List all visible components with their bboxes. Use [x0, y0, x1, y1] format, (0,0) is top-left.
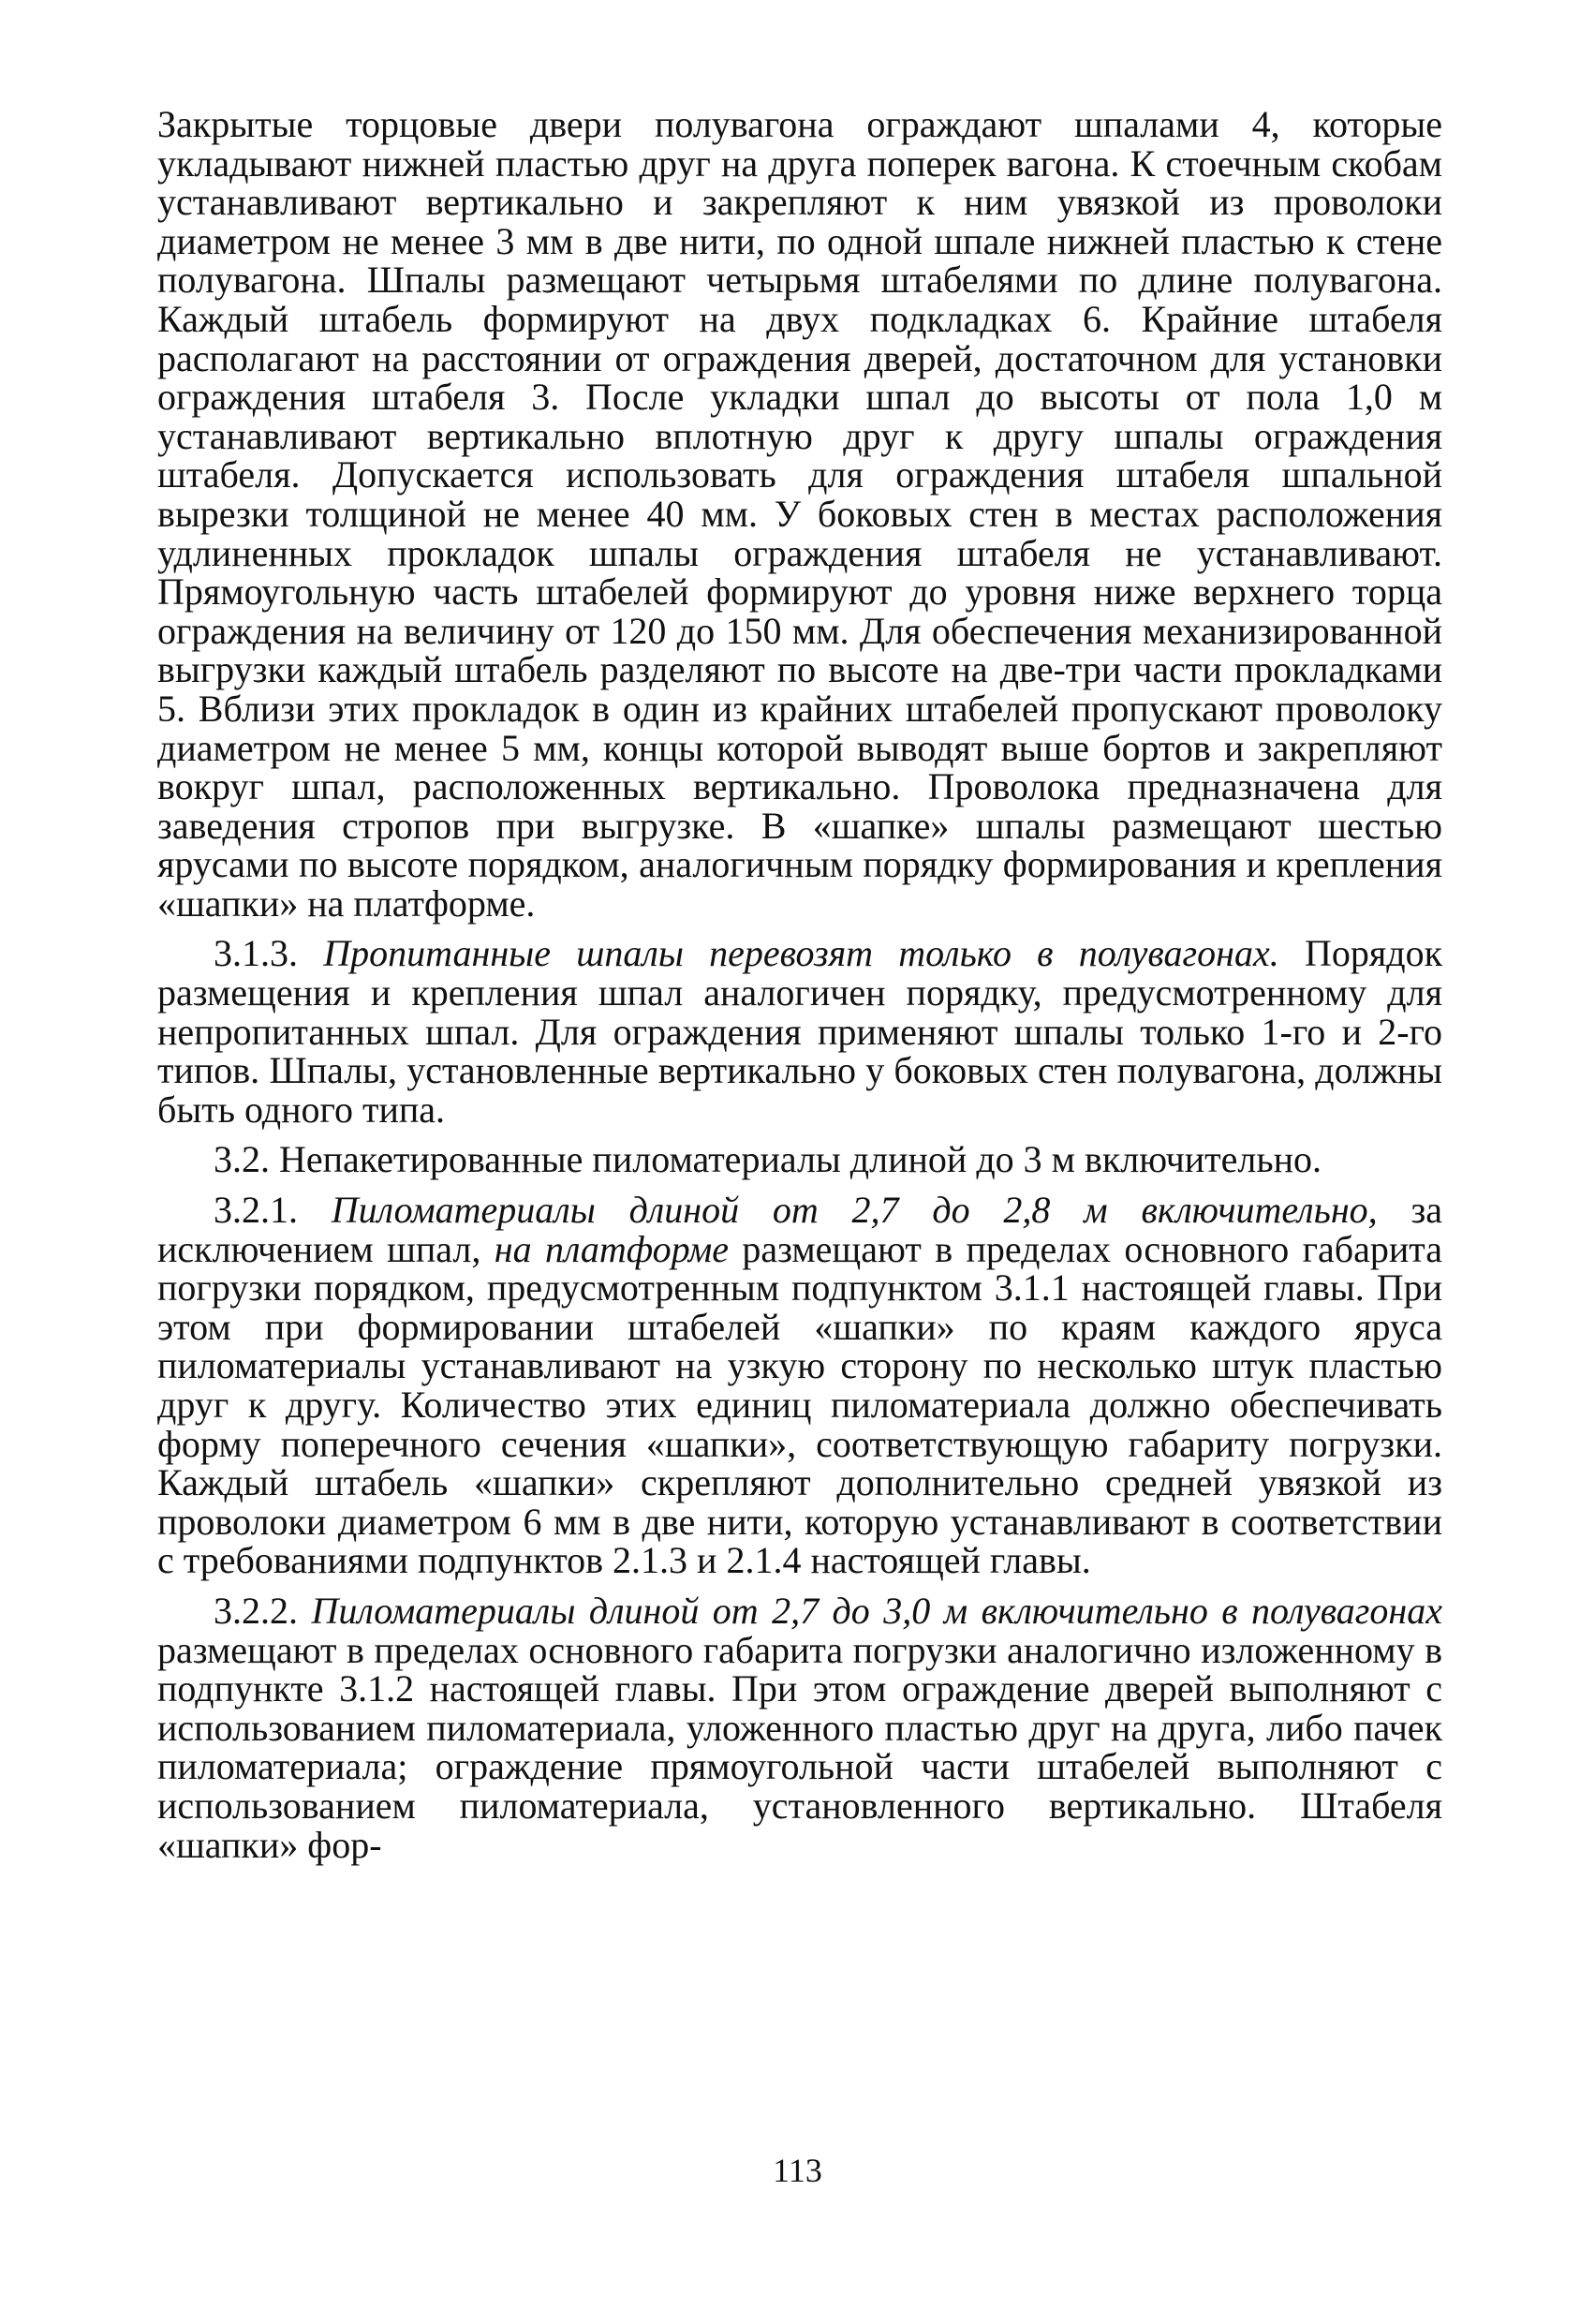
italic-lead: Пропитанные шпалы перевозят только в полувагонах.: [323, 932, 1279, 975]
section-number: 3.2.1.: [214, 1189, 298, 1232]
paragraph-text: 3.2. Непакетированные пиломатериалы длиной до 3 м включительно.: [214, 1138, 1322, 1181]
paragraph-text: размещают в пределах основного габарита погрузки аналогично изложенному в подпункте 3.1.2 настоящей главы. При этом ограждение дверей выполняют с использованием пиломатериала, уложенного пластью друг на друга, либо пачек пиломатериала; ограждение прямоугольной части штабелей выполняют с использованием пиломатериала, установленного вертикально. Штабеля «шапки» фор-: [157, 1628, 1442, 1866]
paragraph-3-2: [157, 1140, 1442, 1179]
paragraph-3-2-2: [157, 1591, 1442, 1864]
italic-lead: Пиломатериалы длиной от 2,7 до 2,8 м включительно,: [331, 1189, 1378, 1232]
paragraph-3-2-1: [157, 1191, 1442, 1580]
italic-lead: Пиломатериалы длиной от 2,7 до 3,0 м включительно в полувагонах: [311, 1589, 1442, 1632]
section-number: 3.2.2.: [214, 1589, 298, 1632]
paragraph-text-b: размещают в пределах основного габарита погрузки порядком, предусмотренным подпунктом 3.1.1 настоящей главы. При этом при формировании штабелей «шапки» по краям каждого яруса пиломатериалы устанавливают на узкую сторону по несколько штук пластью друг к другу. Количество этих единиц пиломатериала должно обеспечивать форму поперечного сечения «шапки», соответствующую габариту погрузки. Каждый штабель «шапки» скрепляют дополнительно средней увязкой из проволоки диаметром 6 мм в две нити, которую устанавливают в соответствии с требованиями подпунктов 2.1.3 и 2.1.4 настоящей главы.: [157, 1227, 1443, 1582]
page-number: 113: [773, 2152, 822, 2189]
italic-mid: на платформе: [494, 1227, 729, 1270]
paragraph-text-a: за исключением шпал,: [157, 1189, 1443, 1270]
body-text: [157, 105, 1442, 1875]
paragraph-text: Порядок размещения и крепления шпал аналогичен порядку, предусмотренному для непропитанных шпал. Для ограждения применяют шпалы только 1-го и 2-го типов. Шпалы, установленные вертикально у боковых стен полувагона, должны быть одного типа.: [157, 932, 1443, 1131]
paragraph-intro: [157, 105, 1442, 923]
paragraph-intro-text: Закрытые торцовые двери полувагона ограждают шпалами 4, которые укладывают нижней пластью друг на друга поперек вагона. К стоечным скобам устанавливают вертикально и закрепляют к ним увязкой из проволоки диаметром не менее 3 мм в две нити, по одной шпале нижней пластью к стене полувагона. Шпалы размещают четырьмя штабелями по длине полувагона. Каждый штабель формируют на двух подкладках 6. Крайние штабеля располагают на расстоянии от ограждения дверей, достаточном для установки ограждения штабеля 3. После укладки шпал до высоты от пола 1,0 м устанавливают вертикально вплотную друг к другу шпалы ограждения штабеля. Допускается использовать для ограждения штабеля шпальной вырезки толщиной не менее 40 мм. У боковых стен в местах расположения удлиненных прокладок шпалы ограждения штабеля не устанавливают. Прямоугольную часть штабелей формируют до уровня ниже верхнего торца ограждения на величину от 120 до 150 мм. Для обеспечения механизированной выгрузки каждый штабель разделяют по высоте на две-три части прокладками 5. Вблизи этих прокладок в один из крайних штабелей пропускают проволоку диаметром не менее 5 мм, концы которой выводят выше бортов и закрепляют вокруг шпал, расположенных вертикально. Проволока предназначена для заведения стропов при выгрузке. В «шапке» шпалы размещают шестью ярусами по высоте порядком, аналогичным порядку формирования и крепления «шапки» на платформе.: [157, 103, 1442, 925]
section-number: 3.1.3.: [214, 932, 298, 975]
paragraph-3-1-3: [157, 934, 1442, 1129]
